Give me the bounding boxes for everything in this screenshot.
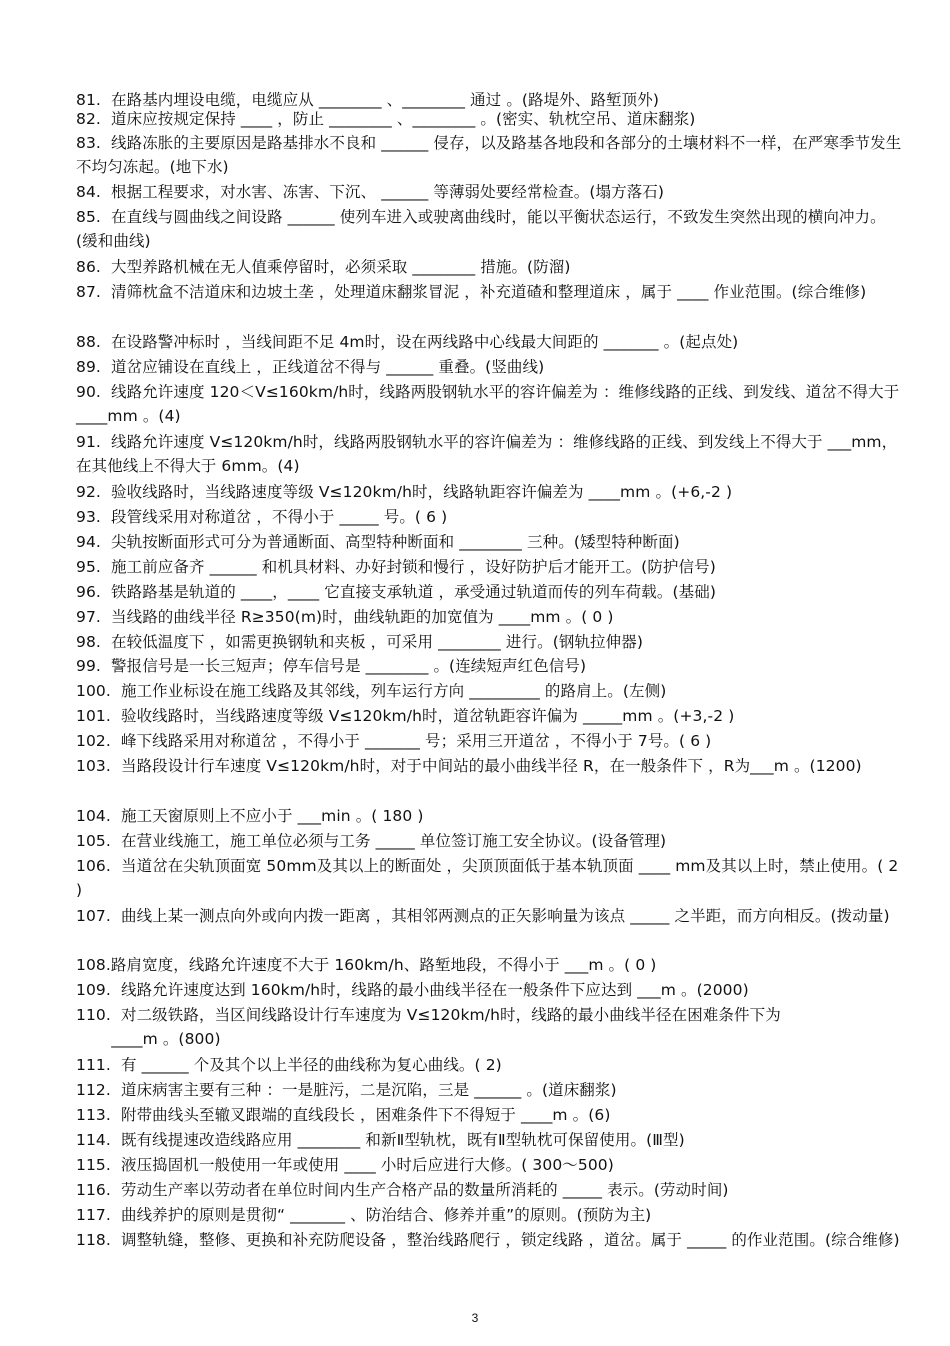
question-115: 115. 液压捣固机一般使用一年或使用 ____ 小时后应进行大修。( 300～500) <box>76 1156 614 1174</box>
question-105: 105. 在营业线施工，施工单位必须与工务 _____ 单位签订施工安全协议。(设备管理) <box>76 832 667 850</box>
question-101: 101. 验收线路时，当线路速度等级 V≤120km/h时，道岔轨距容许偏为 _____mm 。(+3,-2 ) <box>76 707 735 725</box>
question-100: 100. 施工作业标设在施工线路及其邻线，列车运行方向 _________ 的路肩上。(左侧) <box>76 682 667 700</box>
question-104: 104. 施工天窗原则上不应小于 ___min 。( 180 ) <box>76 807 424 825</box>
question-114: 114. 既有线提速改造线路应用 ________ 和新Ⅱ型轨枕，既有Ⅱ型轨枕可保留使用。(Ⅲ型) <box>76 1131 685 1149</box>
question-106: 106. 当道岔在尖轨顶面宽 50mm及其以上的断面处 ，尖顶顶面低于基本轨顶面 ____ mm及其以上时，禁止使用。( 2 ) <box>76 857 904 899</box>
question-91: 91. 线路允许速度 V≤120km/h时，线路两股钢轨水平的容许偏差为 ：维修线路的正线、到发线上不得大于 ___mm， 在其他线上不得大于 6mm。(4) <box>76 433 903 475</box>
question-109: 109. 线路允许速度达到 160km/h时，线路的最小曲线半径在一般条件下应达到 ___m 。(2000) <box>76 981 749 999</box>
question-110: 110. 对二级铁路，当区间线路设计行车速度为 V≤120km/h时，线路的最小曲线半径在困难条件下为 ____m 。(800) <box>76 1006 781 1048</box>
question-96: 96. 铁路路基是轨道的 ____，____ 它直接支承轨道 ，承受通过轨道而传的列车荷载。(基础) <box>76 583 716 601</box>
question-107: 107. 曲线上某一测点向外或向内拨一距离 ，其相邻两测点的正矢影响量为该点 _____ 之半距，而方向相反。(拨动量) <box>76 907 890 925</box>
question-92: 92. 验收线路时，当线路速度等级 V≤120km/h时，线路轨距容许偏差为 ____mm 。(+6,-2 ) <box>76 483 733 501</box>
question-86: 86. 大型养路机械在无人值乘停留时，必须采取 ________ 措施。(防溜) <box>76 258 571 276</box>
question-90: 90. 线路允许速度 120＜V≤160km/h时，线路两股钢轨水平的容许偏差为 ：维修线路的正线、到发线、道岔不得大于 ____mm 。(4) <box>76 383 905 425</box>
question-89: 89. 道岔应铺设在直线上 ，正线道岔不得与 ______ 重叠。(竖曲线) <box>76 358 545 376</box>
page-number: 3 <box>471 1311 479 1325</box>
question-87: 87. 清筛枕盒不洁道床和边坡土垄 ，处理道床翻浆冒泥 ，补充道碴和整理道床 ，属于 ____ 作业范围。(综合维修) <box>76 283 867 301</box>
question-113: 113. 附带曲线头至辙叉跟端的直线段长 ，困难条件下不得短于 ____m 。(6) <box>76 1106 611 1124</box>
question-97: 97. 当线路的曲线半径 R≥350(m)时，曲线轨距的加宽值为 ____mm 。( 0 ) <box>76 608 614 626</box>
question-116: 116. 劳动生产率以劳动者在单位时间内生产合格产品的数量所消耗的 _____ 表示。(劳动时间) <box>76 1181 729 1199</box>
question-108: 108.路肩宽度，线路允许速度不大于 160km/h、路堑地段，不得小于 ___m 。( 0 ) <box>76 956 657 974</box>
question-84: 84. 根据工程要求，对水害、冻害、下沉、 ______ 等薄弱处要经常检查。(塌方落石) <box>76 183 665 201</box>
question-103: 103. 当路段设计行车速度 V≤120km/h时，对于中间站的最小曲线半径 R，在一般条件下 ，R为___m 。(1200) <box>76 757 862 775</box>
question-95: 95. 施工前应备齐 ______ 和机具材料、办好封锁和慢行 ，设好防护后才能开工。(防护信号) <box>76 558 716 576</box>
question-81: 81. 在路基内埋设电缆，电缆应从 ________ 、________ 通过 。(路堤外、路堑顶外) <box>76 91 660 109</box>
question-85: 85. 在直线与圆曲线之间设路 ______ 使列车进入或驶离曲线时，能以平衡状态运行，不致发生突然出现的横向冲力。(缓和曲线) <box>76 208 886 250</box>
question-118: 118. 调整轨缝，整修、更换和补充防爬设备 ，整治线路爬行 ，锁定线路 ，道岔。属于 _____ 的作业范围。(综合维修) <box>76 1231 900 1249</box>
question-99: 99. 警报信号是一长三短声；停车信号是 ________ 。(连续短声红色信号) <box>76 657 587 675</box>
question-88: 88. 在设路警冲标时 ，当线间距不足 4m时，设在两线路中心线最大间距的 _______ 。(起点处) <box>76 333 739 351</box>
question-93: 93. 段管线采用对称道岔 ，不得小于 _____ 号。( 6 ) <box>76 508 448 526</box>
question-82: 82. 道床应按规定保持 ____ ，防止 ________ 、________ 。(密实、轨枕空吊、道床翻浆) <box>76 110 696 128</box>
question-83: 83. 线路冻胀的主要原因是路基排水不良和 ______ 侵存，以及路基各地段和各部分的土壤材料不一样，在严寒季节发生不均匀冻起。(地下水) <box>76 134 902 176</box>
question-112: 112. 道床病害主要有三种 ：一是脏污，二是沉陷，三是 ______ 。(道床翻浆) <box>76 1081 617 1099</box>
question-111: 111. 有 ______ 个及其个以上半径的曲线称为复心曲线。( 2) <box>76 1056 502 1074</box>
question-102: 102. 峰下线路采用对称道岔 ，不得小于 _______ 号；采用三开道岔 ，不得小于 7号。( 6 ) <box>76 732 712 750</box>
question-98: 98. 在较低温度下 ，如需更换钢轨和夹板 ，可采用 ________ 进行。(钢轨拉伸器) <box>76 633 644 651</box>
question-94: 94. 尖轨按断面形式可分为普通断面、高型特种断面和 ________ 三种。(矮型特种断面) <box>76 533 680 551</box>
question-117: 117. 曲线养护的原则是贯彻“ _______ 、防治结合、修养并重”的原则。(预防为主) <box>76 1206 652 1224</box>
